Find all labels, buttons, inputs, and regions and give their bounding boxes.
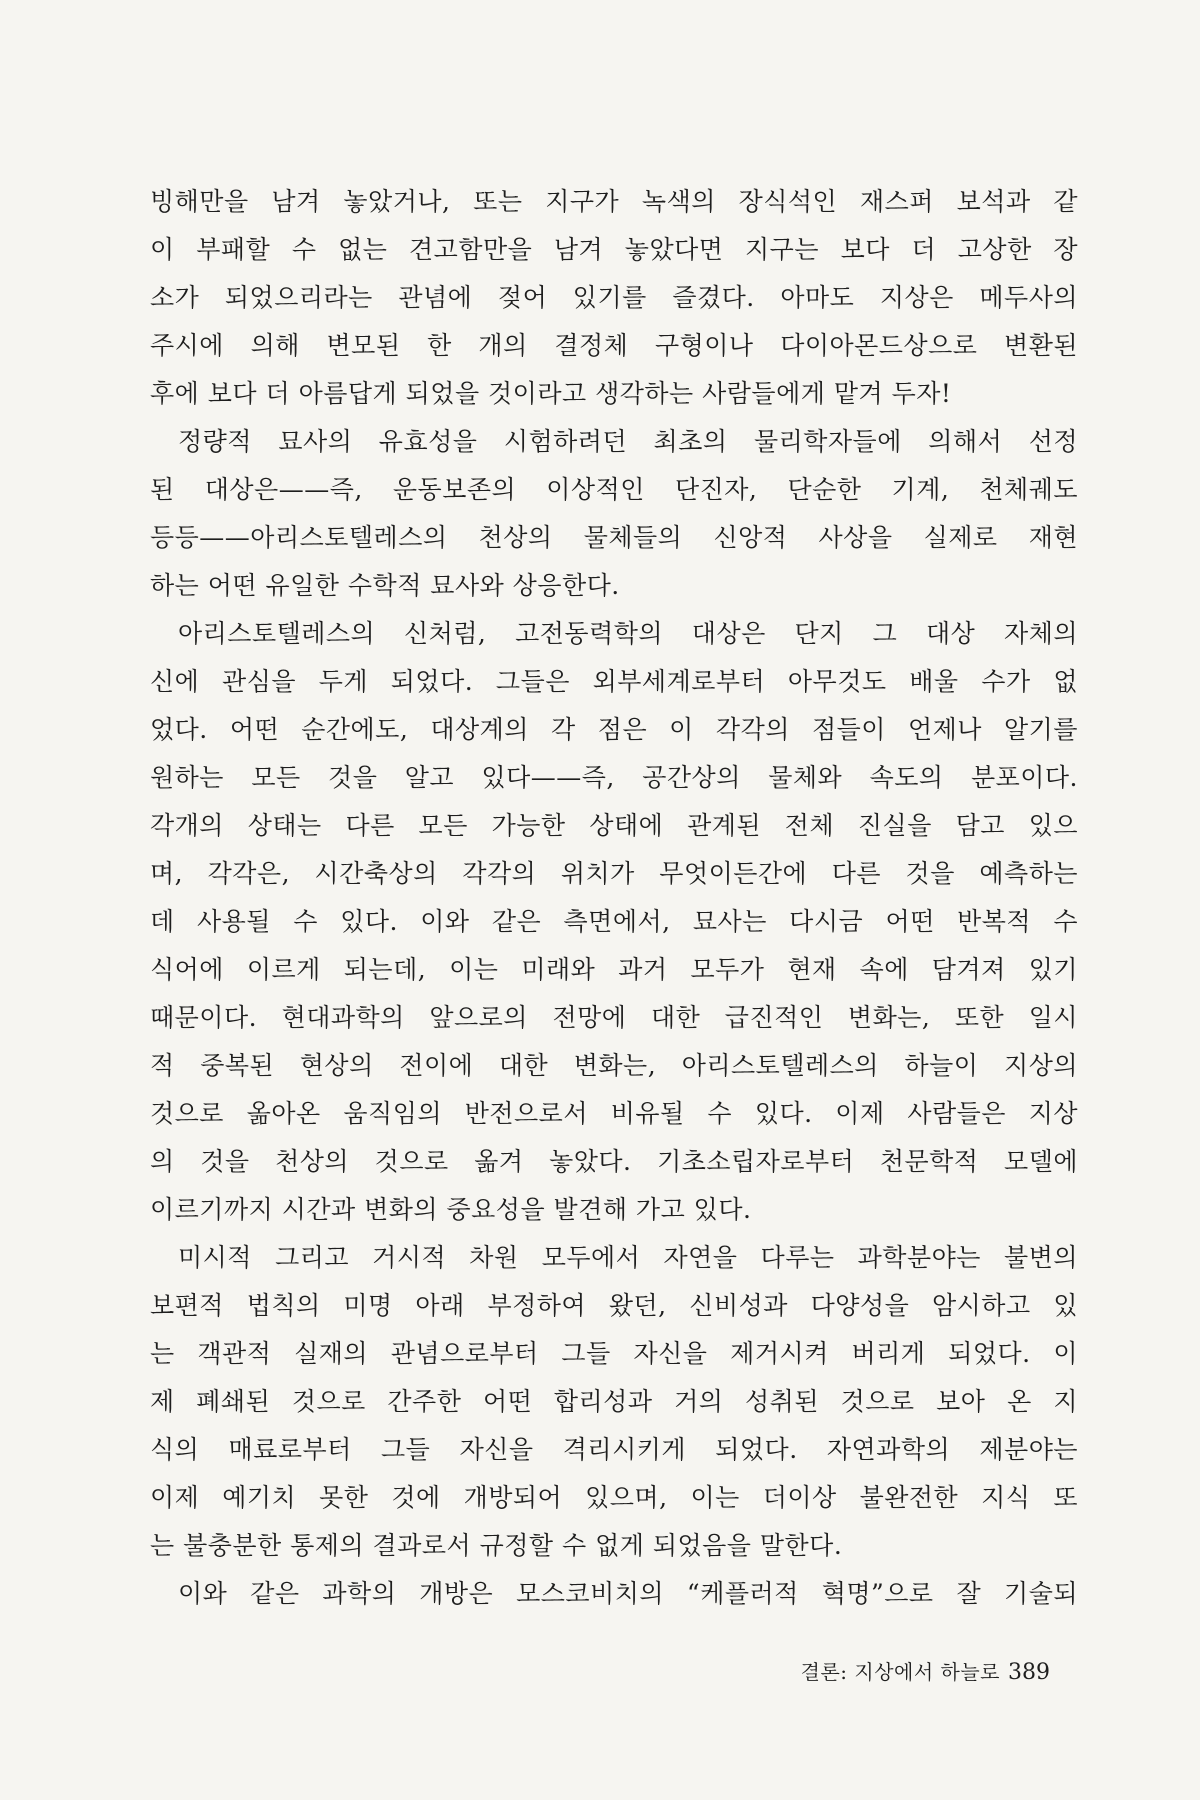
text-line: 소가 되었으리라는 관념에 젖어 있기를 즐겼다. 아마도 지상은 메두사의 bbox=[150, 283, 1078, 312]
running-head: 결론: 지상에서 하늘로 bbox=[800, 1660, 1000, 1684]
text-line: 식어에 이르게 되는데, 이는 미래와 과거 모두가 현재 속에 담겨져 있기 bbox=[150, 955, 1078, 984]
paragraph bbox=[150, 1570, 1078, 1618]
page-number: 389 bbox=[1008, 1660, 1050, 1685]
text-line: 정량적 묘사의 유효성을 시험하려던 최초의 물리학자들에 의해서 선정 bbox=[178, 427, 1078, 456]
text-line: 는 객관적 실재의 관념으로부터 그들 자신을 제거시켜 버리게 되었다. 이 bbox=[150, 1339, 1078, 1368]
paragraph bbox=[150, 1234, 1078, 1570]
text-line: 이 부패할 수 없는 견고함만을 남겨 놓았다면 지구는 보다 더 고상한 장 bbox=[150, 235, 1078, 264]
text-line: 각개의 상태는 다른 모든 가능한 상태에 관계된 전체 진실을 담고 있으 bbox=[150, 811, 1078, 840]
text-line: 이르기까지 시간과 변화의 중요성을 발견해 가고 있다. bbox=[150, 1195, 752, 1224]
text-line: 하는 어떤 유일한 수학적 묘사와 상응한다. bbox=[150, 571, 620, 600]
text-line: 이와 같은 과학의 개방은 모스코비치의 “케플러적 혁명”으로 잘 기술되 bbox=[178, 1579, 1078, 1608]
body-text bbox=[150, 178, 1078, 1618]
text-line: 제 폐쇄된 것으로 간주한 어떤 합리성과 거의 성취된 것으로 보아 온 지 bbox=[150, 1387, 1078, 1416]
paragraph bbox=[150, 610, 1078, 1234]
text-line: 적 중복된 현상의 전이에 대한 변화는, 아리스토텔레스의 하늘이 지상의 bbox=[150, 1051, 1078, 1080]
text-line: 의 것을 천상의 것으로 옮겨 놓았다. 기초소립자로부터 천문학적 모델에 bbox=[150, 1147, 1078, 1176]
paragraph bbox=[150, 418, 1078, 610]
page-footer bbox=[801, 1657, 1050, 1688]
text-line: 미시적 그리고 거시적 차원 모두에서 자연을 다루는 과학분야는 불변의 bbox=[178, 1243, 1078, 1272]
text-line: 었다. 어떤 순간에도, 대상계의 각 점은 이 각각의 점들이 언제나 알기를 bbox=[150, 715, 1078, 744]
text-line: 것으로 옮아온 움직임의 반전으로서 비유될 수 있다. 이제 사람들은 지상 bbox=[150, 1099, 1078, 1128]
text-line: 원하는 모든 것을 알고 있다——즉, 공간상의 물체와 속도의 분포이다. bbox=[150, 763, 1078, 792]
text-line: 이제 예기치 못한 것에 개방되어 있으며, 이는 더이상 불완전한 지식 또 bbox=[150, 1483, 1078, 1512]
text-line: 아리스토텔레스의 신처럼, 고전동력학의 대상은 단지 그 대상 자체의 bbox=[178, 619, 1078, 648]
text-line: 데 사용될 수 있다. 이와 같은 측면에서, 묘사는 다시금 어떤 반복적 수 bbox=[150, 907, 1078, 936]
text-line: 후에 보다 더 아름답게 되었을 것이라고 생각하는 사람들에게 맡겨 두자! bbox=[150, 379, 952, 408]
text-line: 며, 각각은, 시간축상의 각각의 위치가 무엇이든간에 다른 것을 예측하는 bbox=[150, 859, 1078, 888]
text-line: 된 대상은——즉, 운동보존의 이상적인 단진자, 단순한 기계, 천체궤도 bbox=[150, 475, 1078, 504]
text-line: 빙해만을 남겨 놓았거나, 또는 지구가 녹색의 장식석인 재스퍼 보석과 같 bbox=[150, 187, 1078, 216]
text-line: 등등——아리스토텔레스의 천상의 물체들의 신앙적 사상을 실제로 재현 bbox=[150, 523, 1078, 552]
text-line: 보편적 법칙의 미명 아래 부정하여 왔던, 신비성과 다양성을 암시하고 있 bbox=[150, 1291, 1078, 1320]
text-line: 는 불충분한 통제의 결과로서 규정할 수 없게 되었음을 말한다. bbox=[150, 1531, 843, 1560]
paragraph bbox=[150, 178, 1078, 418]
text-line: 식의 매료로부터 그들 자신을 격리시키게 되었다. 자연과학의 제분야는 bbox=[150, 1435, 1078, 1464]
text-line: 주시에 의해 변모된 한 개의 결정체 구형이나 다이아몬드상으로 변환된 bbox=[150, 331, 1078, 360]
text-line: 때문이다. 현대과학의 앞으로의 전망에 대한 급진적인 변화는, 또한 일시 bbox=[150, 1003, 1078, 1032]
text-line: 신에 관심을 두게 되었다. 그들은 외부세계로부터 아무것도 배울 수가 없 bbox=[150, 667, 1078, 696]
